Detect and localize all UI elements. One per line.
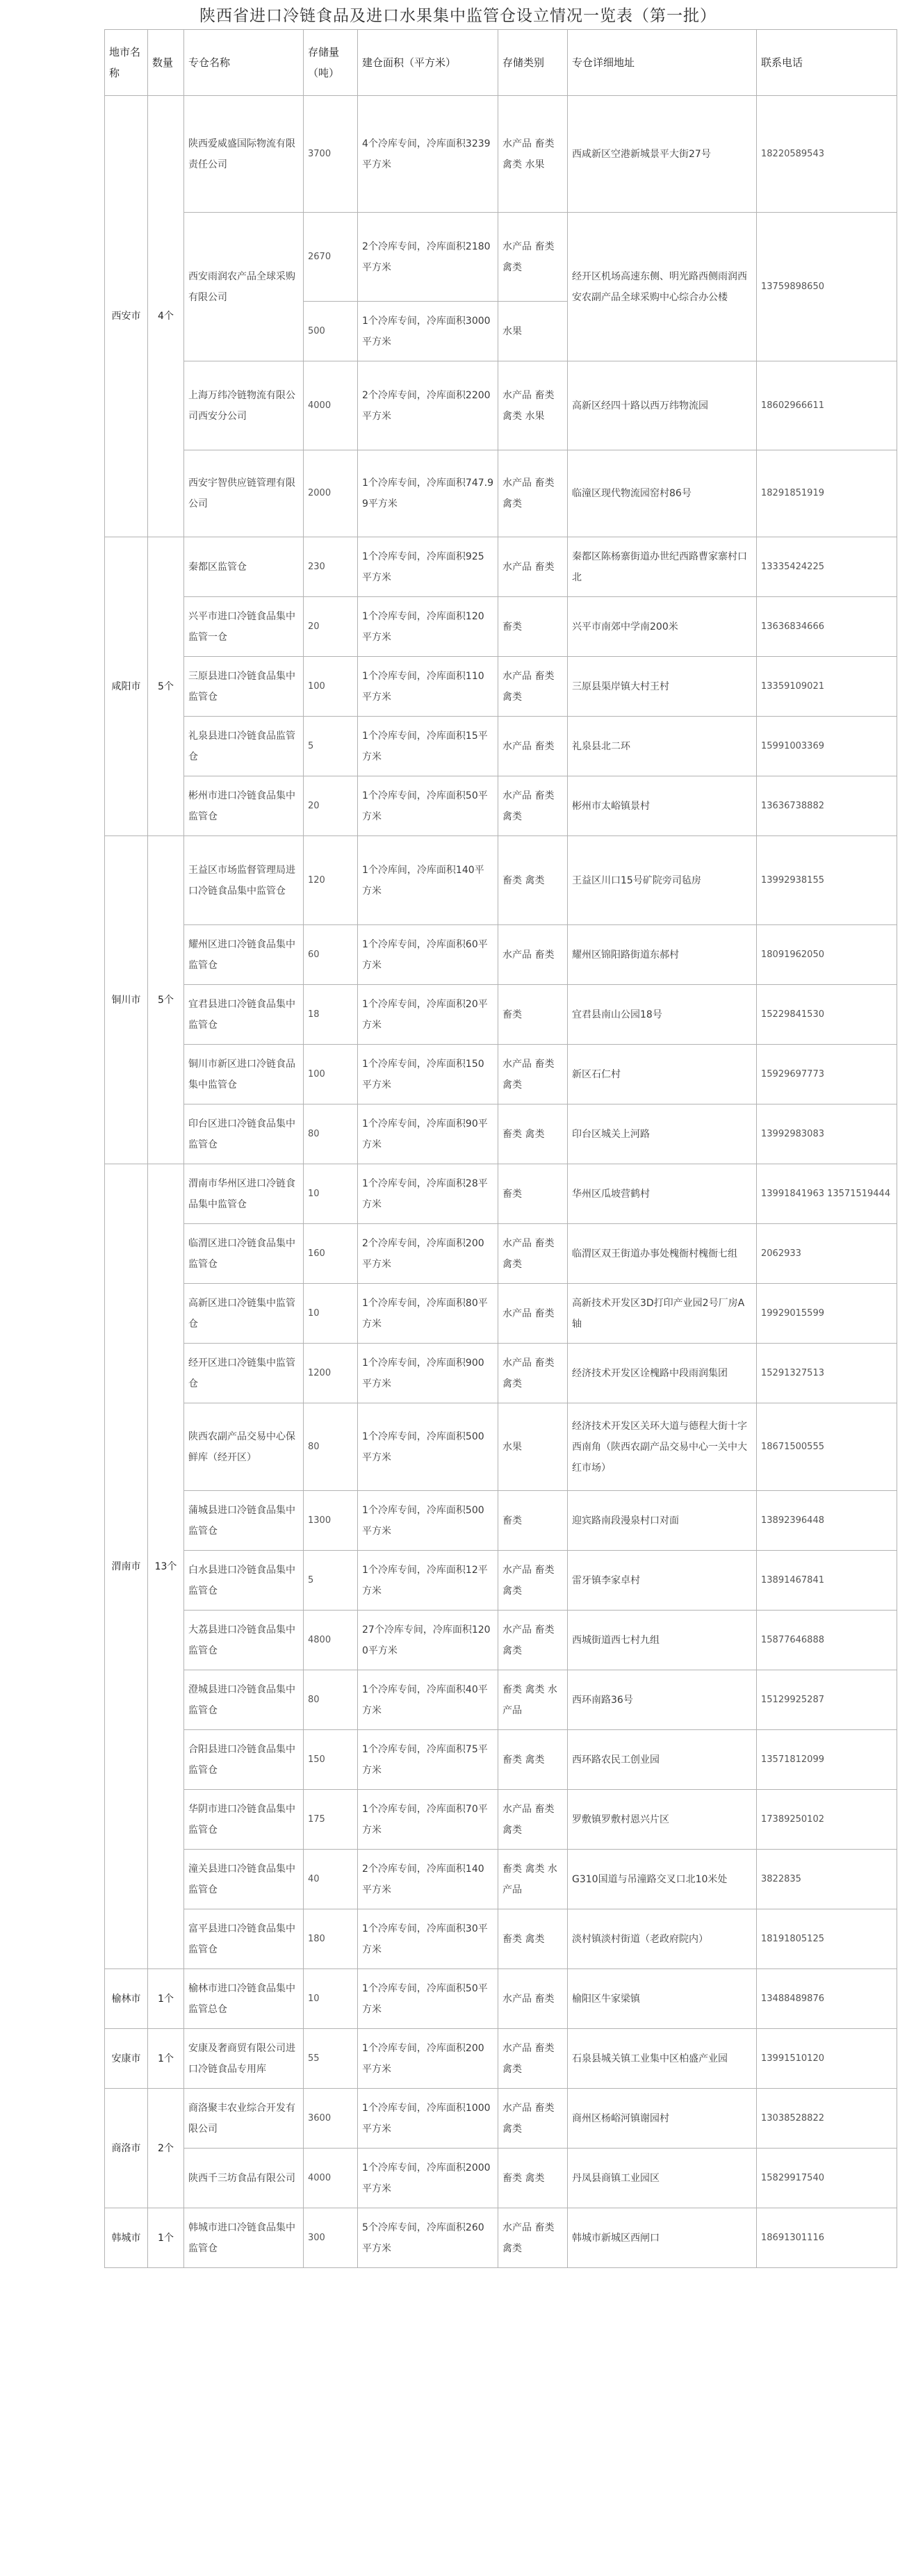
storage-cell: 10 xyxy=(304,1164,358,1224)
storage-cell: 4800 xyxy=(304,1611,358,1670)
category-cell: 水产品 畜类 xyxy=(498,537,568,597)
category-cell: 水产品 畜类 禽类 xyxy=(498,2208,568,2268)
address-cell: 丹凤县商镇工业园区 xyxy=(568,2149,757,2208)
category-cell: 畜类 禽类 水产品 xyxy=(498,1670,568,1730)
phone-cell: 15829917540 xyxy=(757,2149,897,2208)
phone-cell: 18691301116 xyxy=(757,2208,897,2268)
phone-cell: 17389250102 xyxy=(757,1790,897,1850)
storage-cell: 10 xyxy=(304,1969,358,2029)
phone-cell: 15129925287 xyxy=(757,1670,897,1730)
storage-cell: 80 xyxy=(304,1403,358,1491)
address-cell: 礼泉县北二环 xyxy=(568,717,757,776)
category-cell: 畜类 禽类 xyxy=(498,1104,568,1164)
page-title: 陕西省进口冷链食品及进口水果集中监管仓设立情况一览表（第一批） xyxy=(199,7,717,25)
phone-cell: 13488489876 xyxy=(757,1969,897,2029)
storage-cell: 150 xyxy=(304,1730,358,1790)
category-cell: 畜类 xyxy=(498,1491,568,1551)
storage-cell: 230 xyxy=(304,537,358,597)
table-row xyxy=(105,836,897,925)
storage-cell: 80 xyxy=(304,1104,358,1164)
address-cell: 临渭区双王街道办事处槐衙村槐衙七组 xyxy=(568,1224,757,1284)
area-cell: 1个冷库专间，冷库面积30平方米 xyxy=(358,1909,498,1969)
address-cell: 宜君县南山公园18号 xyxy=(568,985,757,1045)
warehouse-name-cell: 宜君县进口冷链食品集中监管仓 xyxy=(184,985,304,1045)
category-cell: 水产品 畜类 禽类 xyxy=(498,450,568,537)
count-cell: 5个 xyxy=(148,836,184,1164)
area-cell: 27个冷库专间，冷库面积1200平方米 xyxy=(358,1611,498,1670)
category-cell: 水产品 畜类 禽类 水果 xyxy=(498,96,568,213)
count-cell: 5个 xyxy=(148,537,184,836)
address-cell: 印台区城关上河路 xyxy=(568,1104,757,1164)
phone-cell: 15291327513 xyxy=(757,1344,897,1403)
storage-cell: 55 xyxy=(304,2029,358,2089)
address-cell: 淡村镇淡村街道（老政府院内） xyxy=(568,1909,757,1969)
storage-cell: 2000 xyxy=(304,450,358,537)
warehouse-name-cell: 耀州区进口冷链食品集中监管仓 xyxy=(184,925,304,985)
category-cell: 水产品 畜类 禽类 xyxy=(498,1045,568,1104)
address-cell: 彬州市太峪镇景村 xyxy=(568,776,757,836)
address-cell: 经开区机场高速东侧、明光路西侧雨润西安农副产品全球采购中心综合办公楼 xyxy=(568,213,757,361)
warehouse-name-cell: 三原县进口冷链食品集中监管仓 xyxy=(184,657,304,717)
storage-cell: 80 xyxy=(304,1670,358,1730)
table-row xyxy=(105,1104,897,1164)
area-cell: 2个冷库专间，冷库面积140平方米 xyxy=(358,1850,498,1909)
city-cell: 咸阳市 xyxy=(105,537,148,836)
city-cell: 榆林市 xyxy=(105,1969,148,2029)
table-row xyxy=(105,1551,897,1611)
warehouse-name-cell: 铜川市新区进口冷链食品集中监管仓 xyxy=(184,1045,304,1104)
warehouse-name-cell: 高新区进口冷链集中监管仓 xyxy=(184,1284,304,1344)
area-cell: 1个冷库专间，冷库面积20平方米 xyxy=(358,985,498,1045)
address-cell: 华州区瓜坡营鹤村 xyxy=(568,1164,757,1224)
table-row xyxy=(105,717,897,776)
area-cell: 5个冷库专间，冷库面积260平方米 xyxy=(358,2208,498,2268)
storage-cell: 3600 xyxy=(304,2089,358,2149)
storage-cell: 1300 xyxy=(304,1491,358,1551)
table-row xyxy=(105,537,897,597)
table-row xyxy=(105,925,897,985)
area-cell: 1个冷库专间，冷库面积28平方米 xyxy=(358,1164,498,1224)
warehouse-name-cell: 秦都区监管仓 xyxy=(184,537,304,597)
table-row xyxy=(105,1164,897,1224)
storage-cell: 4000 xyxy=(304,361,358,450)
header-category: 存储类别 xyxy=(498,30,568,96)
warehouse-name-cell: 华阴市进口冷链食品集中监管仓 xyxy=(184,1790,304,1850)
warehouse-name-cell: 韩城市进口冷链食品集中监管仓 xyxy=(184,2208,304,2268)
storage-cell: 3700 xyxy=(304,96,358,213)
phone-cell: 18602966611 xyxy=(757,361,897,450)
phone-cell: 15929697773 xyxy=(757,1045,897,1104)
warehouse-name-cell: 蒲城县进口冷链食品集中监管仓 xyxy=(184,1491,304,1551)
phone-cell: 13991510120 xyxy=(757,2029,897,2089)
count-cell: 2个 xyxy=(148,2089,184,2208)
area-cell: 2个冷库专间，冷库面积2180平方米 xyxy=(358,213,498,302)
city-cell: 渭南市 xyxy=(105,1164,148,1969)
phone-cell: 13636738882 xyxy=(757,776,897,836)
phone-cell: 15877646888 xyxy=(757,1611,897,1670)
storage-cell: 5 xyxy=(304,717,358,776)
area-cell: 1个冷库专间，冷库面积40平方米 xyxy=(358,1670,498,1730)
area-cell: 4个冷库专间，冷库面积3239平方米 xyxy=(358,96,498,213)
address-cell: 耀州区锦阳路街道东郝村 xyxy=(568,925,757,985)
count-cell: 13个 xyxy=(148,1164,184,1969)
city-cell: 铜川市 xyxy=(105,836,148,1164)
category-cell: 水果 xyxy=(498,302,568,361)
phone-cell: 13636834666 xyxy=(757,597,897,657)
warehouse-name-cell: 白水县进口冷链食品集中监管仓 xyxy=(184,1551,304,1611)
phone-cell: 18191805125 xyxy=(757,1909,897,1969)
category-cell: 水产品 畜类 xyxy=(498,717,568,776)
table-row xyxy=(105,1730,897,1790)
city-cell: 商洛市 xyxy=(105,2089,148,2208)
phone-cell: 13359109021 xyxy=(757,657,897,717)
header-storage: 存储量（吨） xyxy=(304,30,358,96)
header-city: 地市名称 xyxy=(105,30,148,96)
category-cell: 水产品 畜类 禽类 xyxy=(498,213,568,302)
table-row xyxy=(105,1045,897,1104)
address-cell: 罗敷镇罗敷村恩兴片区 xyxy=(568,1790,757,1850)
area-cell: 1个冷库专间，冷库面积50平方米 xyxy=(358,776,498,836)
area-cell: 1个冷库专间，冷库面积110平方米 xyxy=(358,657,498,717)
warehouse-name-cell: 经开区进口冷链集中监管仓 xyxy=(184,1344,304,1403)
address-cell: 雷牙镇李家卓村 xyxy=(568,1551,757,1611)
table-row xyxy=(105,1403,897,1491)
category-cell: 畜类 xyxy=(498,1164,568,1224)
address-cell: 兴平市南郊中学南200米 xyxy=(568,597,757,657)
category-cell: 水产品 畜类 禽类 xyxy=(498,776,568,836)
address-cell: 高新区经四十路以西万纬物流园 xyxy=(568,361,757,450)
warehouse-table xyxy=(104,29,897,2268)
area-cell: 1个冷库专间，冷库面积120平方米 xyxy=(358,597,498,657)
storage-cell: 300 xyxy=(304,2208,358,2268)
storage-cell: 100 xyxy=(304,1045,358,1104)
table-row xyxy=(105,2029,897,2089)
header-area: 建仓面积（平方米） xyxy=(358,30,498,96)
address-cell: 新区石仁村 xyxy=(568,1045,757,1104)
warehouse-name-cell: 王益区市场监督管理局进口冷链食品集中监管仓 xyxy=(184,836,304,925)
area-cell: 1个冷库专间，冷库面积12平方米 xyxy=(358,1551,498,1611)
table-row xyxy=(105,597,897,657)
area-cell: 1个冷库专间，冷库面积500平方米 xyxy=(358,1403,498,1491)
table-row xyxy=(105,361,897,450)
warehouse-name-cell: 大荔县进口冷链食品集中监管仓 xyxy=(184,1611,304,1670)
address-cell: 韩城市新城区西闸口 xyxy=(568,2208,757,2268)
category-cell: 水产品 畜类 禽类 水果 xyxy=(498,361,568,450)
area-cell: 1个冷库专间，冷库面积15平方米 xyxy=(358,717,498,776)
category-cell: 畜类 禽类 xyxy=(498,2149,568,2208)
table-body xyxy=(105,96,897,2268)
header-row xyxy=(105,30,897,96)
phone-cell: 3822835 xyxy=(757,1850,897,1909)
storage-cell: 4000 xyxy=(304,2149,358,2208)
category-cell: 水产品 畜类 禽类 xyxy=(498,1344,568,1403)
table-row xyxy=(105,1670,897,1730)
storage-cell: 120 xyxy=(304,836,358,925)
header-address: 专仓详细地址 xyxy=(568,30,757,96)
warehouse-name-cell: 陕西千三坊食品有限公司 xyxy=(184,2149,304,2208)
storage-cell: 2670 xyxy=(304,213,358,302)
address-cell: 西环路农民工创业园 xyxy=(568,1730,757,1790)
warehouse-name-cell: 合阳县进口冷链食品集中监管仓 xyxy=(184,1730,304,1790)
count-cell: 1个 xyxy=(148,2029,184,2089)
category-cell: 畜类 禽类 水产品 xyxy=(498,1850,568,1909)
phone-cell: 13038528822 xyxy=(757,2089,897,2149)
phone-cell: 13335424225 xyxy=(757,537,897,597)
address-cell: 临潼区现代物流园窑村86号 xyxy=(568,450,757,537)
phone-cell: 13992938155 xyxy=(757,836,897,925)
address-cell: G310国道与吊潼路交叉口北10米处 xyxy=(568,1850,757,1909)
category-cell: 水产品 畜类 禽类 xyxy=(498,657,568,717)
table-row xyxy=(105,1850,897,1909)
table-row xyxy=(105,1611,897,1670)
storage-cell: 180 xyxy=(304,1909,358,1969)
storage-cell: 20 xyxy=(304,776,358,836)
warehouse-name-cell: 印台区进口冷链食品集中监管仓 xyxy=(184,1104,304,1164)
area-cell: 1个冷库专间，冷库面积60平方米 xyxy=(358,925,498,985)
area-cell: 1个冷库专间，冷库面积50平方米 xyxy=(358,1969,498,2029)
category-cell: 水产品 畜类 xyxy=(498,925,568,985)
phone-cell: 18091962050 xyxy=(757,925,897,985)
address-cell: 西环南路36号 xyxy=(568,1670,757,1730)
city-cell: 韩城市 xyxy=(105,2208,148,2268)
warehouse-name-cell: 澄城县进口冷链食品集中监管仓 xyxy=(184,1670,304,1730)
phone-cell: 15229841530 xyxy=(757,985,897,1045)
phone-cell: 18671500555 xyxy=(757,1403,897,1491)
phone-cell: 13992983083 xyxy=(757,1104,897,1164)
storage-cell: 60 xyxy=(304,925,358,985)
count-cell: 4个 xyxy=(148,96,184,537)
category-cell: 水产品 畜类 xyxy=(498,1284,568,1344)
area-cell: 1个冷库专间，冷库面积80平方米 xyxy=(358,1284,498,1344)
phone-cell: 13991841963 13571519444 xyxy=(757,1164,897,1224)
storage-cell: 5 xyxy=(304,1551,358,1611)
table-row xyxy=(105,2089,897,2149)
area-cell: 1个冷库专间，冷库面积900平方米 xyxy=(358,1344,498,1403)
area-cell: 2个冷库专间，冷库面积2200平方米 xyxy=(358,361,498,450)
storage-cell: 500 xyxy=(304,302,358,361)
table-row xyxy=(105,213,897,302)
warehouse-name-cell: 陕西爱威盛国际物流有限责任公司 xyxy=(184,96,304,213)
storage-cell: 10 xyxy=(304,1284,358,1344)
area-cell: 1个冷库专间，冷库面积90平方米 xyxy=(358,1104,498,1164)
phone-cell: 13891467841 xyxy=(757,1551,897,1611)
table-row xyxy=(105,1344,897,1403)
warehouse-name-cell: 礼泉县进口冷链食品监管仓 xyxy=(184,717,304,776)
header-phone: 联系电话 xyxy=(757,30,897,96)
phone-cell: 13892396448 xyxy=(757,1491,897,1551)
warehouse-name-cell: 上海万纬冷链物流有限公司西安分公司 xyxy=(184,361,304,450)
warehouse-name-cell: 西安宇智供应链管理有限公司 xyxy=(184,450,304,537)
address-cell: 西城街道西七村九组 xyxy=(568,1611,757,1670)
area-cell: 1个冷库专间，冷库面积75平方米 xyxy=(358,1730,498,1790)
warehouse-name-cell: 富平县进口冷链食品集中监管仓 xyxy=(184,1909,304,1969)
storage-cell: 160 xyxy=(304,1224,358,1284)
category-cell: 水产品 畜类 禽类 xyxy=(498,1611,568,1670)
table-row xyxy=(105,1909,897,1969)
area-cell: 1个冷库专间，冷库面积150平方米 xyxy=(358,1045,498,1104)
address-cell: 高新技术开发区3D打印产业园2号厂房A轴 xyxy=(568,1284,757,1344)
header-count: 数量 xyxy=(148,30,184,96)
city-cell: 西安市 xyxy=(105,96,148,537)
category-cell: 水产品 畜类 禽类 xyxy=(498,1551,568,1611)
address-cell: 迎宾路南段漫泉村口对面 xyxy=(568,1491,757,1551)
category-cell: 畜类 xyxy=(498,985,568,1045)
table-row xyxy=(105,2149,897,2208)
table-row xyxy=(105,96,897,213)
warehouse-name-cell: 彬州市进口冷链食品集中监管仓 xyxy=(184,776,304,836)
address-cell: 三原县渠岸镇大村王村 xyxy=(568,657,757,717)
category-cell: 水产品 畜类 xyxy=(498,1969,568,2029)
warehouse-name-cell: 临渭区进口冷链食品集中监管仓 xyxy=(184,1224,304,1284)
storage-cell: 100 xyxy=(304,657,358,717)
warehouse-name-cell: 西安雨润农产品全球采购有限公司 xyxy=(184,213,304,361)
area-cell: 2个冷库专间，冷库面积200平方米 xyxy=(358,1224,498,1284)
category-cell: 水产品 畜类 禽类 xyxy=(498,1224,568,1284)
area-cell: 1个冷库专间，冷库面积200平方米 xyxy=(358,2029,498,2089)
phone-cell: 18220589543 xyxy=(757,96,897,213)
table-row xyxy=(105,1969,897,2029)
phone-cell: 18291851919 xyxy=(757,450,897,537)
table-row xyxy=(105,1790,897,1850)
table-row xyxy=(105,450,897,537)
table-row xyxy=(105,657,897,717)
category-cell: 畜类 禽类 xyxy=(498,836,568,925)
address-cell: 商州区杨峪河镇谢园村 xyxy=(568,2089,757,2149)
storage-cell: 40 xyxy=(304,1850,358,1909)
count-cell: 1个 xyxy=(148,2208,184,2268)
category-cell: 畜类 禽类 xyxy=(498,1730,568,1790)
table-row xyxy=(105,2208,897,2268)
count-cell: 1个 xyxy=(148,1969,184,2029)
storage-cell: 18 xyxy=(304,985,358,1045)
warehouse-name-cell: 商洛聚丰农业综合开发有限公司 xyxy=(184,2089,304,2149)
address-cell: 王益区川口15号矿院旁司毡房 xyxy=(568,836,757,925)
city-cell: 安康市 xyxy=(105,2029,148,2089)
phone-cell: 13759898650 xyxy=(757,213,897,361)
phone-cell: 2062933 xyxy=(757,1224,897,1284)
warehouse-name-cell: 兴平市进口冷链食品集中监管一仓 xyxy=(184,597,304,657)
area-cell: 1个冷库专间，冷库面积500平方米 xyxy=(358,1491,498,1551)
table-row xyxy=(105,1284,897,1344)
table-row xyxy=(105,776,897,836)
storage-cell: 20 xyxy=(304,597,358,657)
area-cell: 1个冷库专间，冷库面积3000平方米 xyxy=(358,302,498,361)
address-cell: 经济技术开发区诠槐路中段雨润集团 xyxy=(568,1344,757,1403)
area-cell: 1个冷库专间，冷库面积1000平方米 xyxy=(358,2089,498,2149)
warehouse-name-cell: 安康及奢商贸有限公司进口冷链食品专用库 xyxy=(184,2029,304,2089)
storage-cell: 175 xyxy=(304,1790,358,1850)
address-cell: 西咸新区空港新城景平大街27号 xyxy=(568,96,757,213)
category-cell: 畜类 xyxy=(498,597,568,657)
phone-cell: 19929015599 xyxy=(757,1284,897,1344)
category-cell: 畜类 禽类 xyxy=(498,1909,568,1969)
phone-cell: 13571812099 xyxy=(757,1730,897,1790)
warehouse-name-cell: 榆林市进口冷链食品集中监管总仓 xyxy=(184,1969,304,2029)
area-cell: 1个冷库专间，冷库面积2000平方米 xyxy=(358,2149,498,2208)
table-row xyxy=(105,1224,897,1284)
warehouse-name-cell: 陕西农副产品交易中心保鲜库（经开区） xyxy=(184,1403,304,1491)
address-cell: 经济技术开发区关环大道与德程大街十字西南角（陕西农副产品交易中心一关中大红市场） xyxy=(568,1403,757,1491)
category-cell: 水果 xyxy=(498,1403,568,1491)
area-cell: 1个冷库间，冷库面积140平方米 xyxy=(358,836,498,925)
area-cell: 1个冷库专间，冷库面积747.99平方米 xyxy=(358,450,498,537)
area-cell: 1个冷库专间，冷库面积925平方米 xyxy=(358,537,498,597)
area-cell: 1个冷库专间，冷库面积70平方米 xyxy=(358,1790,498,1850)
warehouse-name-cell: 渭南市华州区进口冷链食品集中监管仓 xyxy=(184,1164,304,1224)
category-cell: 水产品 畜类 禽类 xyxy=(498,2089,568,2149)
category-cell: 水产品 畜类 禽类 xyxy=(498,2029,568,2089)
address-cell: 石泉县城关镇工业集中区柏盛产业园 xyxy=(568,2029,757,2089)
warehouse-name-cell: 潼关县进口冷链食品集中监管仓 xyxy=(184,1850,304,1909)
storage-cell: 1200 xyxy=(304,1344,358,1403)
address-cell: 秦都区陈杨寨街道办世纪西路曹家寨村口北 xyxy=(568,537,757,597)
table-row xyxy=(105,985,897,1045)
category-cell: 水产品 畜类 禽类 xyxy=(498,1790,568,1850)
header-name: 专仓名称 xyxy=(184,30,304,96)
address-cell: 榆阳区牛家梁镇 xyxy=(568,1969,757,2029)
phone-cell: 15991003369 xyxy=(757,717,897,776)
table-row xyxy=(105,1491,897,1551)
